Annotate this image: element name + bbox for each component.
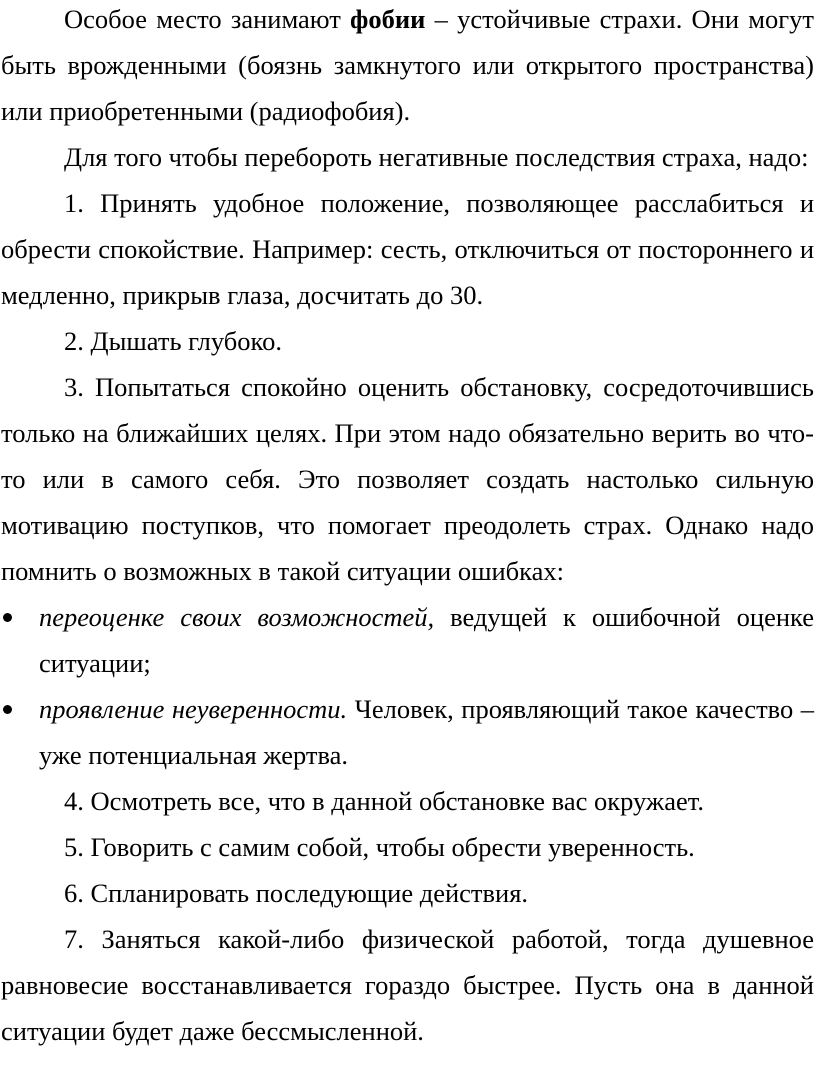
step-3: 3. Попытаться спокойно оценить обстановку, сосредоточившись только на ближайших целях. При этом надо обязательно верить во что-то или в самого себя. Это позволяет создать настолько сильную мотивацию поступков, что помогает преодолеть страх. Однако надо помнить о возможных в такой ситуации ошибках: (1, 372, 814, 586)
step-7: 7. Заняться какой-либо физической работой, тогда душевное равновесие восстанавливается гораздо быстрее. Пусть она в данной ситуации будет даже бессмысленной. (1, 924, 814, 1046)
list-item (1, 686, 814, 778)
bullet-italic-text: проявление неуверенности. (39, 694, 348, 724)
intro-text-1: Особое место занимают (64, 4, 351, 34)
list-item (1, 594, 814, 686)
lead-paragraph: Для того чтобы перебороть негативные последствия страха, надо: (64, 142, 809, 172)
step-2: 2. Дышать глубоко. (64, 326, 282, 356)
error-list (1, 594, 814, 778)
intro-text-2: – устойчивые страхи. Они могут быть врожденными (боязнь замкнутого или открытого пространства) или приобретенными (радиофобия). (1, 4, 815, 126)
bullet-text: Человек, проявляющий такое качество – уже потенциальная жертва. (39, 694, 815, 770)
intro-term: фобии (350, 4, 426, 34)
intro-paragraph (1, 0, 814, 134)
step-6: 6. Спланировать последующие действия. (64, 878, 529, 908)
step-4: 4. Осмотреть все, что в данной обстановке вас окружает. (64, 786, 704, 816)
bullet-icon (3, 705, 12, 714)
bullet-text: ведущей к ошибочной оценке ситуации; (39, 602, 814, 678)
bullet-icon (3, 613, 12, 622)
step-1: 1. Принять удобное положение, позволяющее расслабиться и обрести спокойствие. Например: сесть, отключиться от постороннего и медленно, прикрыв глаза, досчитать до 30. (1, 188, 814, 310)
bullet-italic-text: переоценке своих возможностей, (39, 602, 435, 632)
step-5: 5. Говорить с самим собой, чтобы обрести уверенность. (64, 832, 695, 862)
